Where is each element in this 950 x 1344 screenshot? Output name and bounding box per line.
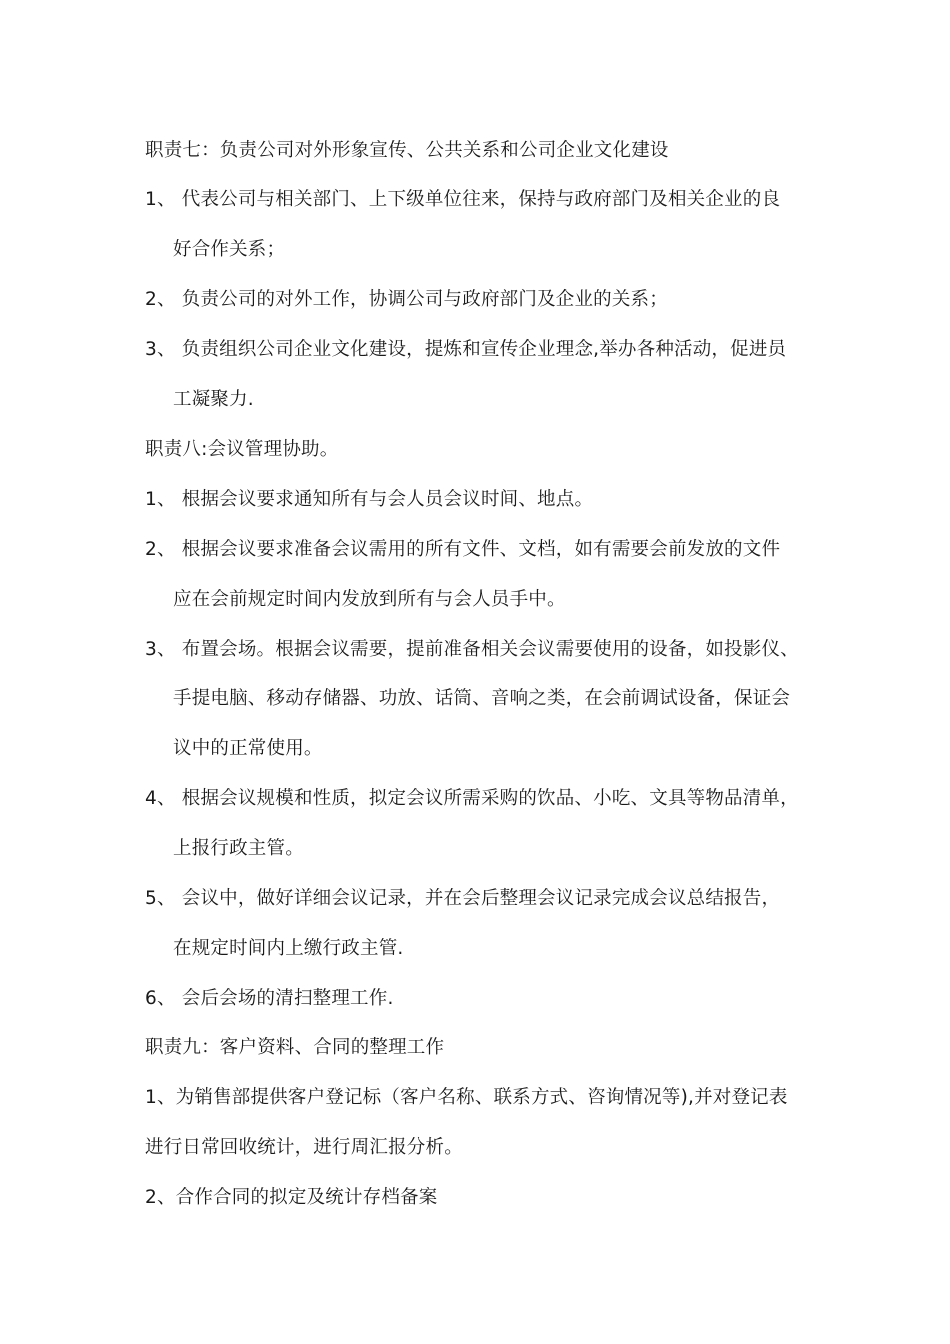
section-heading-duty-8: 职责八:会议管理协助。: [145, 439, 339, 460]
list-item-continuation: 工凝聚力.: [173, 389, 254, 410]
list-item-continuation: 上报行政主管。: [173, 838, 304, 859]
section-heading-duty-7: 职责七：负责公司对外形象宣传、公共关系和公司企业文化建设: [145, 140, 669, 161]
list-item: 2、 负责公司的对外工作，协调公司与政府部门及企业的关系；: [145, 289, 668, 310]
list-item: 4、 根据会议规模和性质，拟定会议所需采购的饮品、小吃、文具等物品清单，: [145, 788, 799, 809]
list-item: 2、合作合同的拟定及统计存档备案: [145, 1187, 438, 1208]
list-item: 5、 会议中，做好详细会议记录，并在会后整理会议记录完成会议总结报告，: [145, 888, 781, 909]
list-item-continuation: 在规定时间内上缴行政主管.: [173, 938, 404, 959]
list-item: 3、 布置会场。根据会议需要，提前准备相关会议需要使用的设备，如投影仪、: [145, 639, 799, 660]
list-item-continuation: 议中的正常使用。: [173, 738, 323, 759]
list-item: 6、 会后会场的清扫整理工作.: [145, 988, 394, 1009]
list-item-continuation: 好合作关系；: [173, 239, 286, 260]
list-item: 2、 根据会议要求准备会议需用的所有文件、文档，如有需要会前发放的文件: [145, 539, 781, 560]
list-item: 1、 根据会议要求通知所有与会人员会议时间、地点。: [145, 489, 594, 510]
section-heading-duty-9: 职责九：客户资料、合同的整理工作: [145, 1037, 445, 1058]
list-item: 3、 负责组织公司企业文化建设，提炼和宣传企业理念,举办各种活动，促进员: [145, 339, 787, 360]
list-item-continuation: 应在会前规定时间内发放到所有与会人员手中。: [173, 589, 566, 610]
list-item: 1、 代表公司与相关部门、上下级单位往来，保持与政府部门及相关企业的良: [145, 189, 781, 210]
list-item: 1、为销售部提供客户登记标（客户名称、联系方式、咨询情况等),并对登记表: [145, 1087, 788, 1108]
list-item-continuation: 手提电脑、移动存储器、功放、话筒、音响之类，在会前调试设备，保证会: [173, 688, 791, 709]
list-item-continuation: 进行日常回收统计，进行周汇报分析。: [145, 1137, 463, 1158]
